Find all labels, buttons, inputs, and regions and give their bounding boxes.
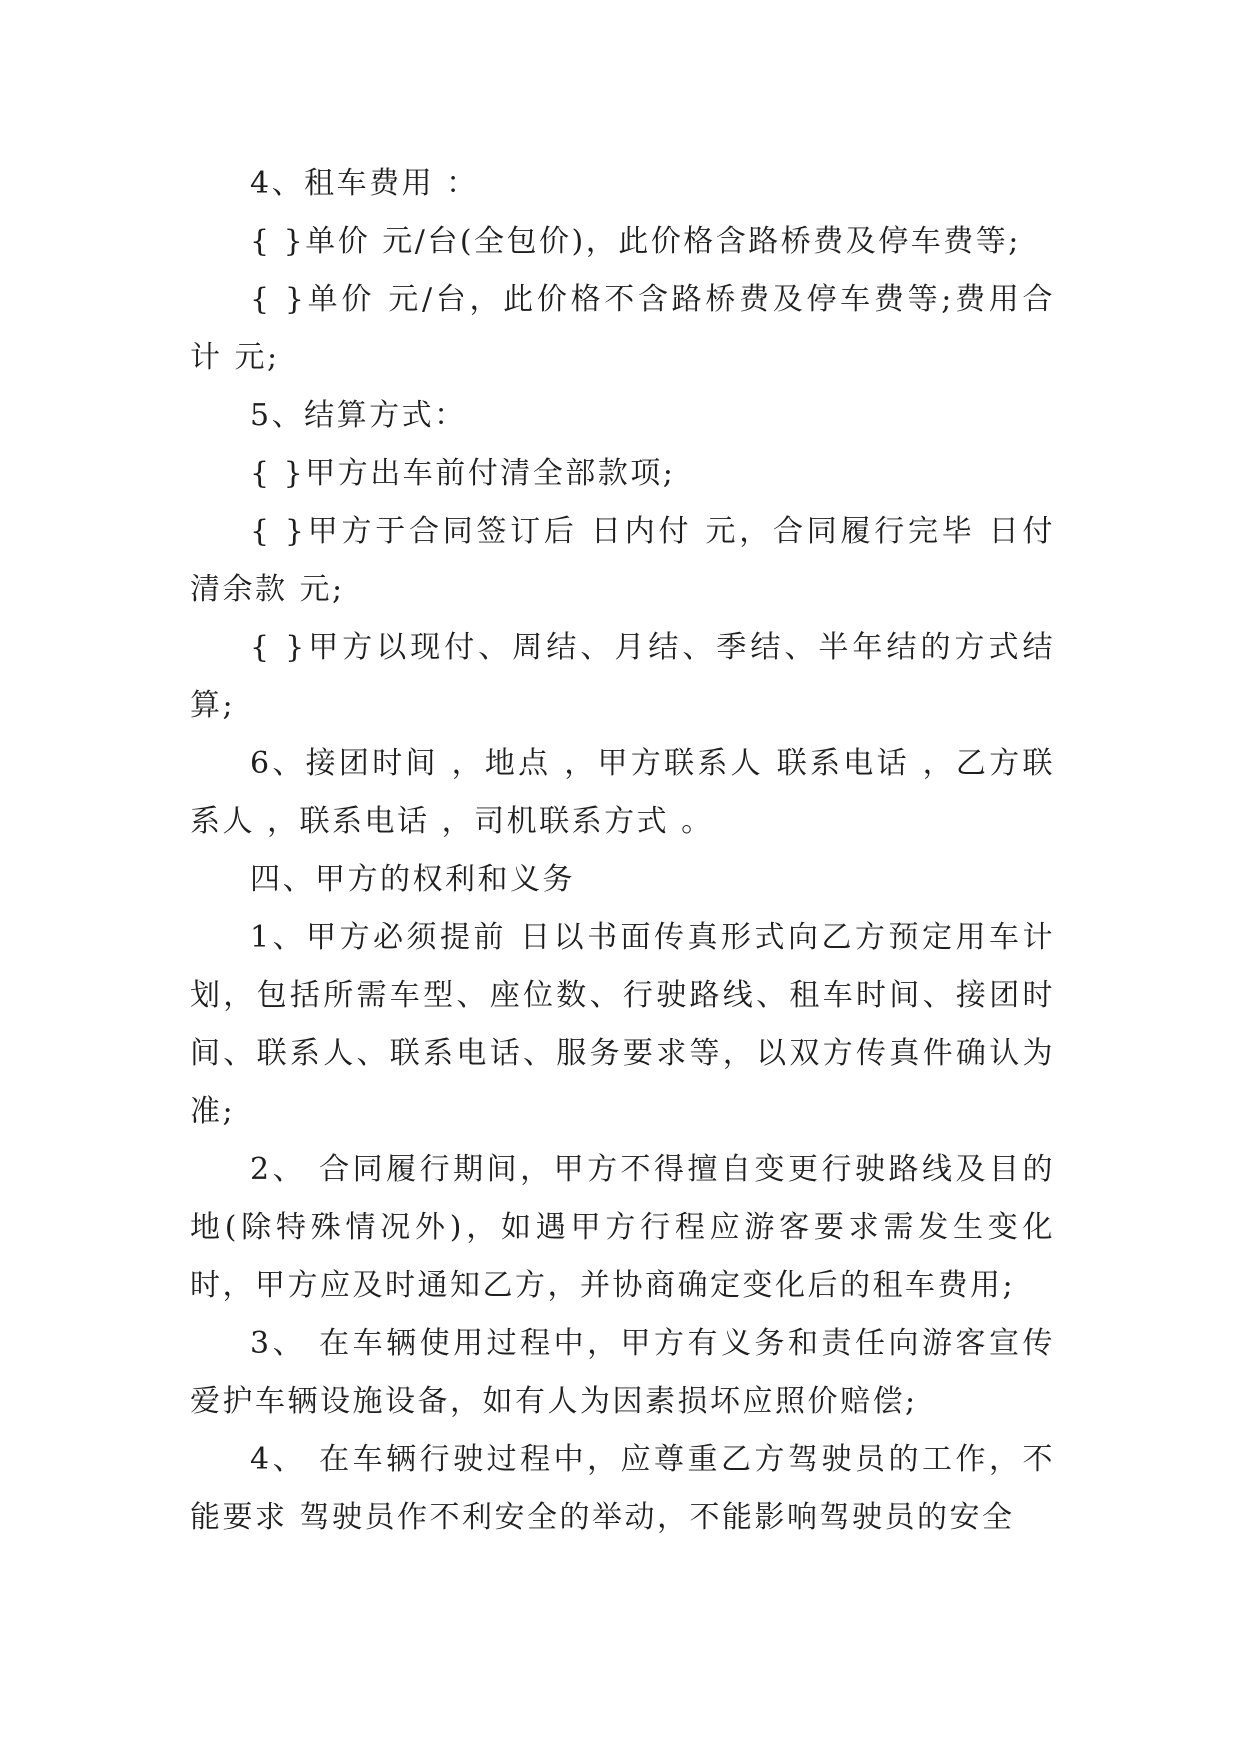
paragraph-rental-fee-heading: 4、租车费用 ： (250, 166, 479, 201)
paragraph-clause-4: 4、 在车辆行驶过程中，应尊重乙方驾驶员的工作，不能要求 驾驶员作不利安全的举动，不能影响驾驶员的安全 (190, 1442, 1055, 1535)
paragraph-option-exclusive-price: { }单价 元/台，此价格不含路桥费及停车费等;费用合计 元; (190, 282, 1055, 375)
paragraph-clause-2: 2、 合同履行期间，甲方不得擅自变更行驶路线及目的地(除特殊情况外)，如遇甲方行程应游客要求需发生变化时，甲方应及时通知乙方，并协商确定变化后的租车费用; (190, 1152, 1055, 1303)
paragraph-settlement-heading: 5、结算方式： (250, 398, 467, 433)
paragraph-option-prepay: { }甲方出车前付清全部款项; (250, 456, 676, 491)
section-heading-party-a-rights: 四、甲方的权利和义务 (250, 862, 575, 897)
paragraph-clause-3: 3、 在车辆使用过程中，甲方有义务和责任向游客宣传爱护车辆设施设备，如有人为因素损坏应照价赔偿; (190, 1326, 1055, 1419)
paragraph-clause-1: 1、甲方必须提前 日以书面传真形式向乙方预定用车计划，包括所需车型、座位数、行驶路线、租车时间、接团时间、联系人、联系电话、服务要求等，以双方传真件确认为准; (190, 920, 1055, 1129)
paragraph-option-all-inclusive-price: { }单价 元/台(全包价)，此价格含路桥费及停车费等; (250, 224, 1021, 259)
paragraph-option-periodic: { }甲方以现付、周结、月结、季结、半年结的方式结算; (190, 630, 1055, 723)
paragraph-pickup-info: 6、接团时间 ，地点 ，甲方联系人 联系电话 ，乙方联系人 ，联系电话 ，司机联系方式 。 (190, 746, 1055, 839)
paragraph-option-installment: { }甲方于合同签订后 日内付 元，合同履行完毕 日付清余款 元; (190, 514, 1055, 607)
document-body (190, 155, 1055, 1547)
